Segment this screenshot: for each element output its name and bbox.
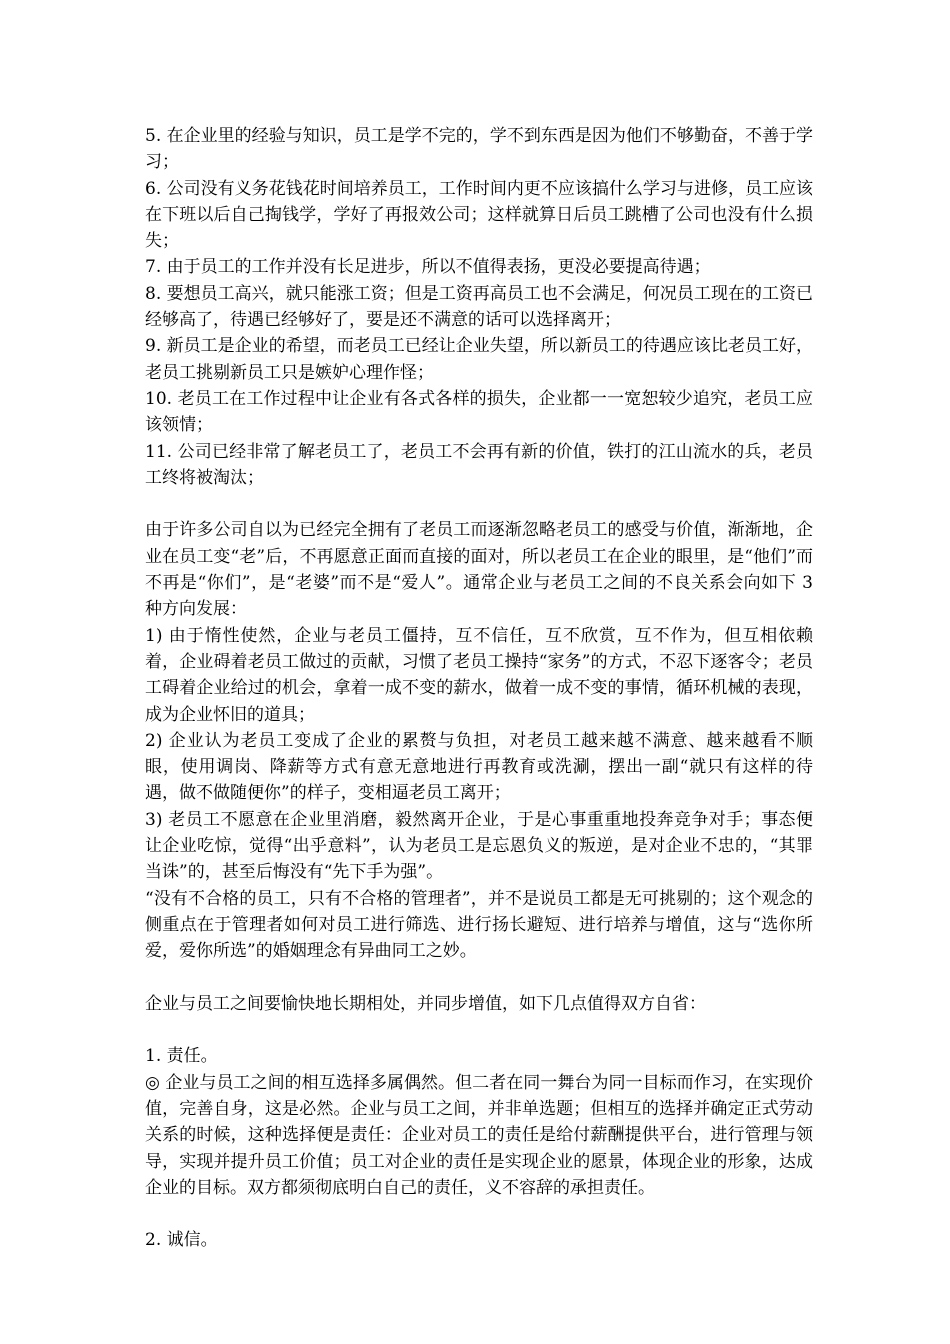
paragraph-direction-1: 1) 由于惰性使然，企业与老员工僵持，互不信任，互不欣赏，互不作为，但互相依赖着，企业碍着老员工做过的贡献，习惯了老员工操持“家务”的方式，不忍下逐客令；老员工碍着企业给过的机会，拿着一成不变的薪水，做着一成不变的事情，循环机械的表现，成为企业怀旧的道具； [145,625,813,725]
paragraph-reflection-intro: 企业与员工之间要愉快地长期相处，并同步增值，如下几点值得双方自省： [145,993,706,1014]
heading-integrity: 2. 诚信。 [145,1230,218,1251]
paragraph-item-8: 8. 要想员工高兴，就只能涨工资；但是工资再高员工也不会满足，何况员工现在的工资已经够高了，待遇已经够好了，要是还不满意的话可以选择离开； [145,283,813,331]
blank-line [145,1201,813,1227]
paragraph-intro-relationship: 由于许多公司自以为已经完全拥有了老员工而逐渐忽略老员工的感受与价值，渐渐地，企业在员工变“老”后，不再愿意正面而直接的面对，所以老员工在企业的眼里，是“他们”而不再是“你们”，是“老婆”而不是“爱人”。通常企业与老员工之间的不良关系会向如下 3 种方向发展： [145,520,813,620]
paragraph-item-9: 9. 新员工是企业的希望，而老员工已经让企业失望，所以新员工的待遇应该比老员工好，老员工挑剔新员工只是嫉妒心理作怪； [145,336,813,383]
paragraph-item-5: 5. 在企业里的经验与知识，员工是学不完的，学不到东西是因为他们不够勤奋，不善于学习； [145,126,813,173]
paragraph-item-10: 10. 老员工在工作过程中让企业有各式各样的损失，企业都一一宽恕较少追究，老员工应该领情； [145,388,813,436]
paragraph-responsibility: ◎ 企业与员工之间的相互选择多属偶然。但二者在同一舞台为同一目标而作习，在实现价值，完善自身，这是必然。企业与员工之间，并非单选题；但相互的选择并确定正式劳动关系的时候，这种选择便是责任：企业对员工的责任是给付薪酬提供平台，进行管理与领导，实现并提升员工价值；员工对企业的责任是实现企业的愿景，体现企业的形象，达成企业的目标。双方都须彻底明白自己的责任，义不容辞的承担责任。 [145,1072,813,1198]
document-page [145,123,813,1254]
blank-line [145,965,813,991]
paragraph-item-7: 7. 由于员工的工作并没有长足进步，所以不值得表扬，更没必要提高待遇； [145,257,711,278]
paragraph-item-11: 11. 公司已经非常了解老员工了，老员工不会再有新的价值，铁打的江山流水的兵，老员工终将被淘汰； [145,441,813,488]
heading-responsibility: 1. 责任。 [145,1046,218,1067]
paragraph-item-6: 6. 公司没有义务花钱花时间培养员工，工作时间内更不应该搞什么学习与进修，员工应该在下班以后自己掏钱学，学好了再报效公司；这样就算日后员工跳槽了公司也没有什么损失； [145,178,813,252]
paragraph-manager-quote: “没有不合格的员工，只有不合格的管理者”，并不是说员工都是无可挑剔的；这个观念的侧重点在于管理者如何对员工进行筛选、进行扬长避短、进行培养与增值，这与“选你所爱，爱你所选”的婚姻理念有异曲同工之妙。 [145,888,813,962]
blank-line [145,1017,813,1043]
paragraph-direction-3: 3) 老员工不愿意在企业里消磨，毅然离开企业，于是心事重重地投奔竞争对手；事态便让企业吃惊，觉得“出乎意料”，认为老员工是忘恩负义的叛逆，是对企业不忠的，“其罪当诛”的，甚至后悔没有“先下手为强”。 [145,809,813,883]
paragraph-direction-2: 2) 企业认为老员工变成了企业的累赘与负担，对老员工越来越不满意、越来越看不顺眼，使用调岗、降薪等方式有意无意地进行再教育或洗涮，摆出一副“就只有这样的待遇，做不做随便你”的样子，变相逼老员工离开； [145,730,813,804]
blank-line [145,491,813,517]
